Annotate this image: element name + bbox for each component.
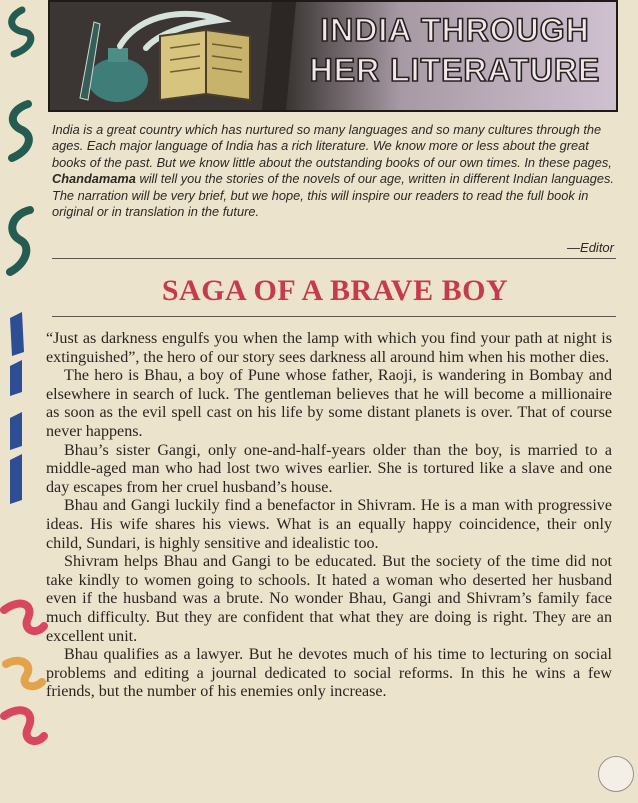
story-title: SAGA OF A BRAVE BOY [161, 274, 509, 307]
open-book-icon [160, 30, 206, 100]
banner-title-line2: HER LITERATURE [309, 52, 601, 88]
intro-text-before: India is a great country which has nurtured so many languages and so many cultures through the ages. Each major language of India has a rich literature. We know more or less about the great books of the past. But we know little about the outstanding books of our own times. In these pages, [52, 122, 612, 170]
banner-title-line1: INDIA THROUGH [320, 12, 590, 48]
story-paragraph: The hero is Bhau, a boy of Pune whose father, Raoji, is wandering in Bombay and elsewhere in search of luck. The gentleman believes that he will become a millionaire as soon as the evil spell cast on his life by some distant planets is over. That of course never happens. [46, 367, 612, 440]
story-paragraph: Bhau qualifies as a lawyer. But he devotes much of his time to lecturing on social problems and editing a journal dedicated to social reforms. In this he wins a few friends, but the number of his enemies only increase. [46, 646, 612, 701]
divider-bottom [52, 316, 616, 317]
banner-title [296, 10, 614, 90]
orange-flourish [6, 661, 42, 686]
intro-text-after: will tell you the stories of the novels of our age, written in different Indian languages. The narration will be very brief, but we hope, this will inspire our readers to read the full book in original or in translation in the future. [52, 171, 614, 220]
divider-top [52, 258, 616, 259]
pink-flourish-2 [4, 710, 44, 741]
intro-highlight: Chandamama [52, 171, 136, 187]
inkpot-icon [88, 58, 148, 102]
story-body [46, 330, 612, 702]
green-flourish-3 [10, 210, 30, 272]
editor-intro [52, 122, 618, 220]
watermark-badge-icon [598, 756, 634, 792]
blue-mark-1 [10, 312, 24, 356]
blue-mark-2 [10, 360, 22, 396]
story-paragraph: “Just as darkness engulfs you when the lamp with which you find your path at night is extinguished”, the hero of our story sees darkness all around him when his mother dies. [46, 330, 612, 366]
green-flourish-1 [12, 10, 31, 54]
green-flourish-2 [12, 104, 29, 158]
decorative-margin [0, 0, 48, 803]
pink-flourish-1 [4, 604, 44, 631]
story-paragraph: Shivram helps Bhau and Gangi to be educated. But the society of the time did not take kindly to women going to schools. It hated a woman who deserted her husband even if the husband was a brute. No wonder Bhau, Gangi and Shivram’s family face much difficulty. But they are confident that what they are doing is right. They are an excellent unit. [46, 553, 612, 645]
blue-mark-4 [10, 454, 22, 504]
header-banner [48, 0, 618, 112]
story-paragraph: Bhau’s sister Gangi, only one-and-half-years older than the boy, is married to a middle-aged man who had lost two wives earlier. She is tortured like a slave and one day escapes from her cruel husband’s house. [46, 441, 612, 496]
story-paragraph: Bhau and Gangi luckily find a benefactor in Shivram. He is a man with progressive ideas. His wife shares his views. What is an equally happy coincidence, their only child, Sundari, is highly sensitive and idealistic too. [46, 497, 612, 552]
blue-mark-3 [10, 412, 22, 450]
editor-signature: —Editor [567, 240, 614, 255]
